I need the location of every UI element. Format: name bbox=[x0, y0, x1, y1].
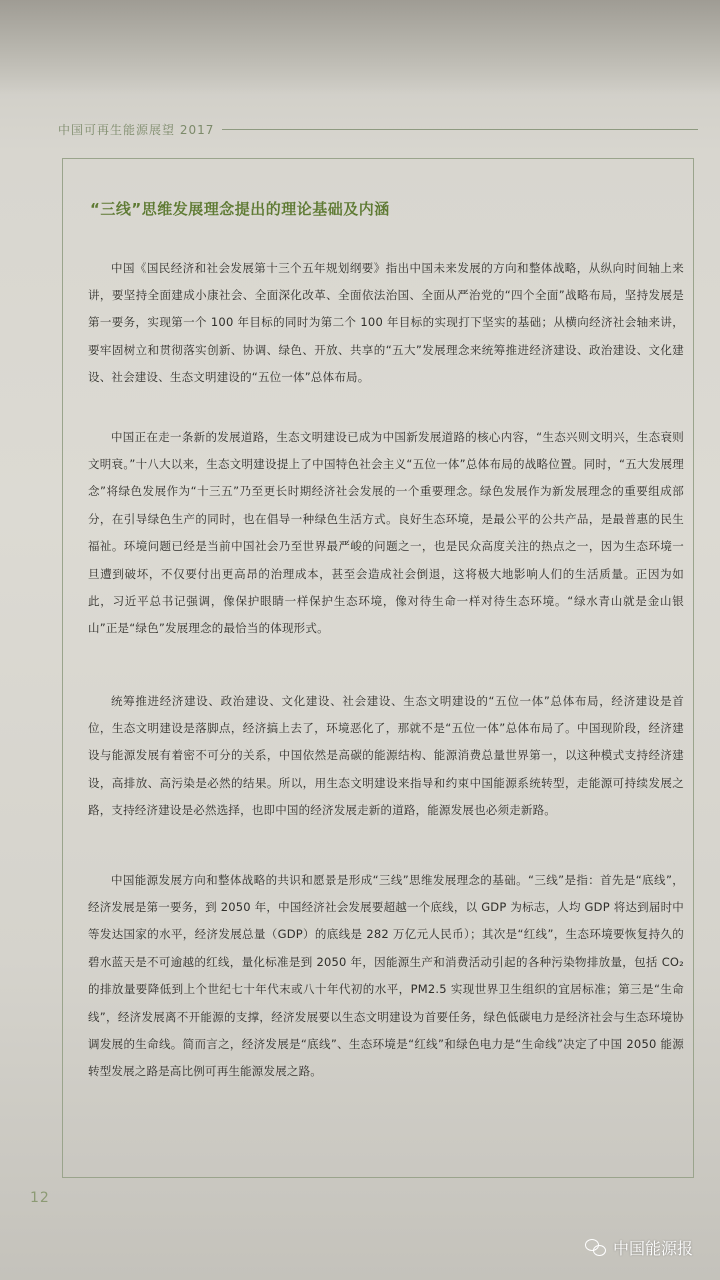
header-rule bbox=[222, 129, 698, 130]
wechat-icon bbox=[585, 1239, 607, 1257]
running-header bbox=[58, 120, 698, 138]
paragraph-4: 中国能源发展方向和整体战略的共识和愿景是形成“三线”思维发展理念的基础。“三线”是指：首先是“底线”，经济发展是第一要务，到 2050 年，中国经济社会发展要超越一个底线，以 GDP 为标志，人均 GDP 将达到届时中等发达国家的水平，经济发展总量（GDP）的底线是 282 万亿元人民币）；其次是“红线”，生态环境要恢复持久的碧水蓝天是不可逾越的红线，量化标准是到 2050 年，因能源生产和消费活动引起的各种污染物排放量，包括 CO₂ 的排放量要降低到上个世纪七十年代末或八十年代初的水平，PM2.5 实现世界卫生组织的宜居标准；第三是“生命线”，经济发展离不开能源的支撑，经济发展要以生态文明建设为首要任务，绿色低碳电力是经济社会与生态环境协调发展的生命线。简而言之，经济发展是“底线”、生态环境是“红线”和绿色电力是“生命线”决定了中国 2050 能源转型发展之路是高比例可再生能源发展之路。 bbox=[88, 872, 684, 1079]
section-title: “三线”思维发展理念提出的理论基础及内涵 bbox=[90, 200, 390, 218]
paragraph-2: 中国正在走一条新的发展道路，生态文明建设已成为中国新发展道路的核心内容，“生态兴则文明兴，生态衰则文明衰。”十八大以来，生态文明建设提上了中国特色社会主义“五位一体”总体布局的战略位置。同时，“五大发展理念”将绿色发展作为“十三五”乃至更长时期经济社会发展的一个重要理念。绿色发展作为新发展理念的重要组成部分，在引导绿色生产的同时，也在倡导一种绿色生活方式。良好生态环境，是最公平的公共产品，是最普惠的民生福祉。环境问题已经是当前中国社会乃至世界最严峻的问题之一，也是民众高度关注的热点之一，因为生态环境一旦遭到破坏，不仅要付出更高昂的治理成本，甚至会造成社会倒退，这将极大地影响人们的生活质量。正因为如此，习近平总书记强调，像保护眼睛一样保护生态环境，像对待生命一样对待生态环境。“绿水青山就是金山银山”正是“绿色”发展理念的最恰当的体现形式。 bbox=[88, 429, 684, 636]
running-header-title: 中国可再生能源展望 2017 bbox=[58, 122, 215, 137]
page-number: 12 bbox=[30, 1190, 50, 1206]
watermark-text: 中国能源报 bbox=[613, 1239, 694, 1258]
page-top-shadow bbox=[0, 0, 720, 95]
paragraph-1: 中国《国民经济和社会发展第十三个五年规划纲要》指出中国未来发展的方向和整体战略，从纵向时间轴上来讲，要坚持全面建成小康社会、全面深化改革、全面依法治国、全面从严治党的“四个全面”战略布局，坚持发展是第一要务，实现第一个 100 年目标的同时为第二个 100 年目标的实现打下坚实的基础；从横向经济社会轴来讲，要牢固树立和贯彻落实创新、协调、绿色、开放、共享的“五大”发展理念来统筹推进经济建设、政治建设、文化建设、社会建设、生态文明建设的“五位一体”总体布局。 bbox=[88, 260, 684, 385]
paragraph-3: 统筹推进经济建设、政治建设、文化建设、社会建设、生态文明建设的“五位一体”总体布局，经济建设是首位，生态文明建设是落脚点，经济搞上去了，环境恶化了，那就不是“五位一体”总体布局了。中国现阶段，经济建设与能源发展有着密不可分的关系，中国依然是高碳的能源结构、能源消费总量世界第一，以这种模式支持经济建设，高排放、高污染是必然的结果。所以，用生态文明建设来指导和约束中国能源系统转型，走能源可持续发展之路，支持经济建设是必然选择，也即中国的经济发展走新的道路，能源发展也必须走新路。 bbox=[88, 693, 685, 818]
source-watermark bbox=[585, 1236, 693, 1259]
